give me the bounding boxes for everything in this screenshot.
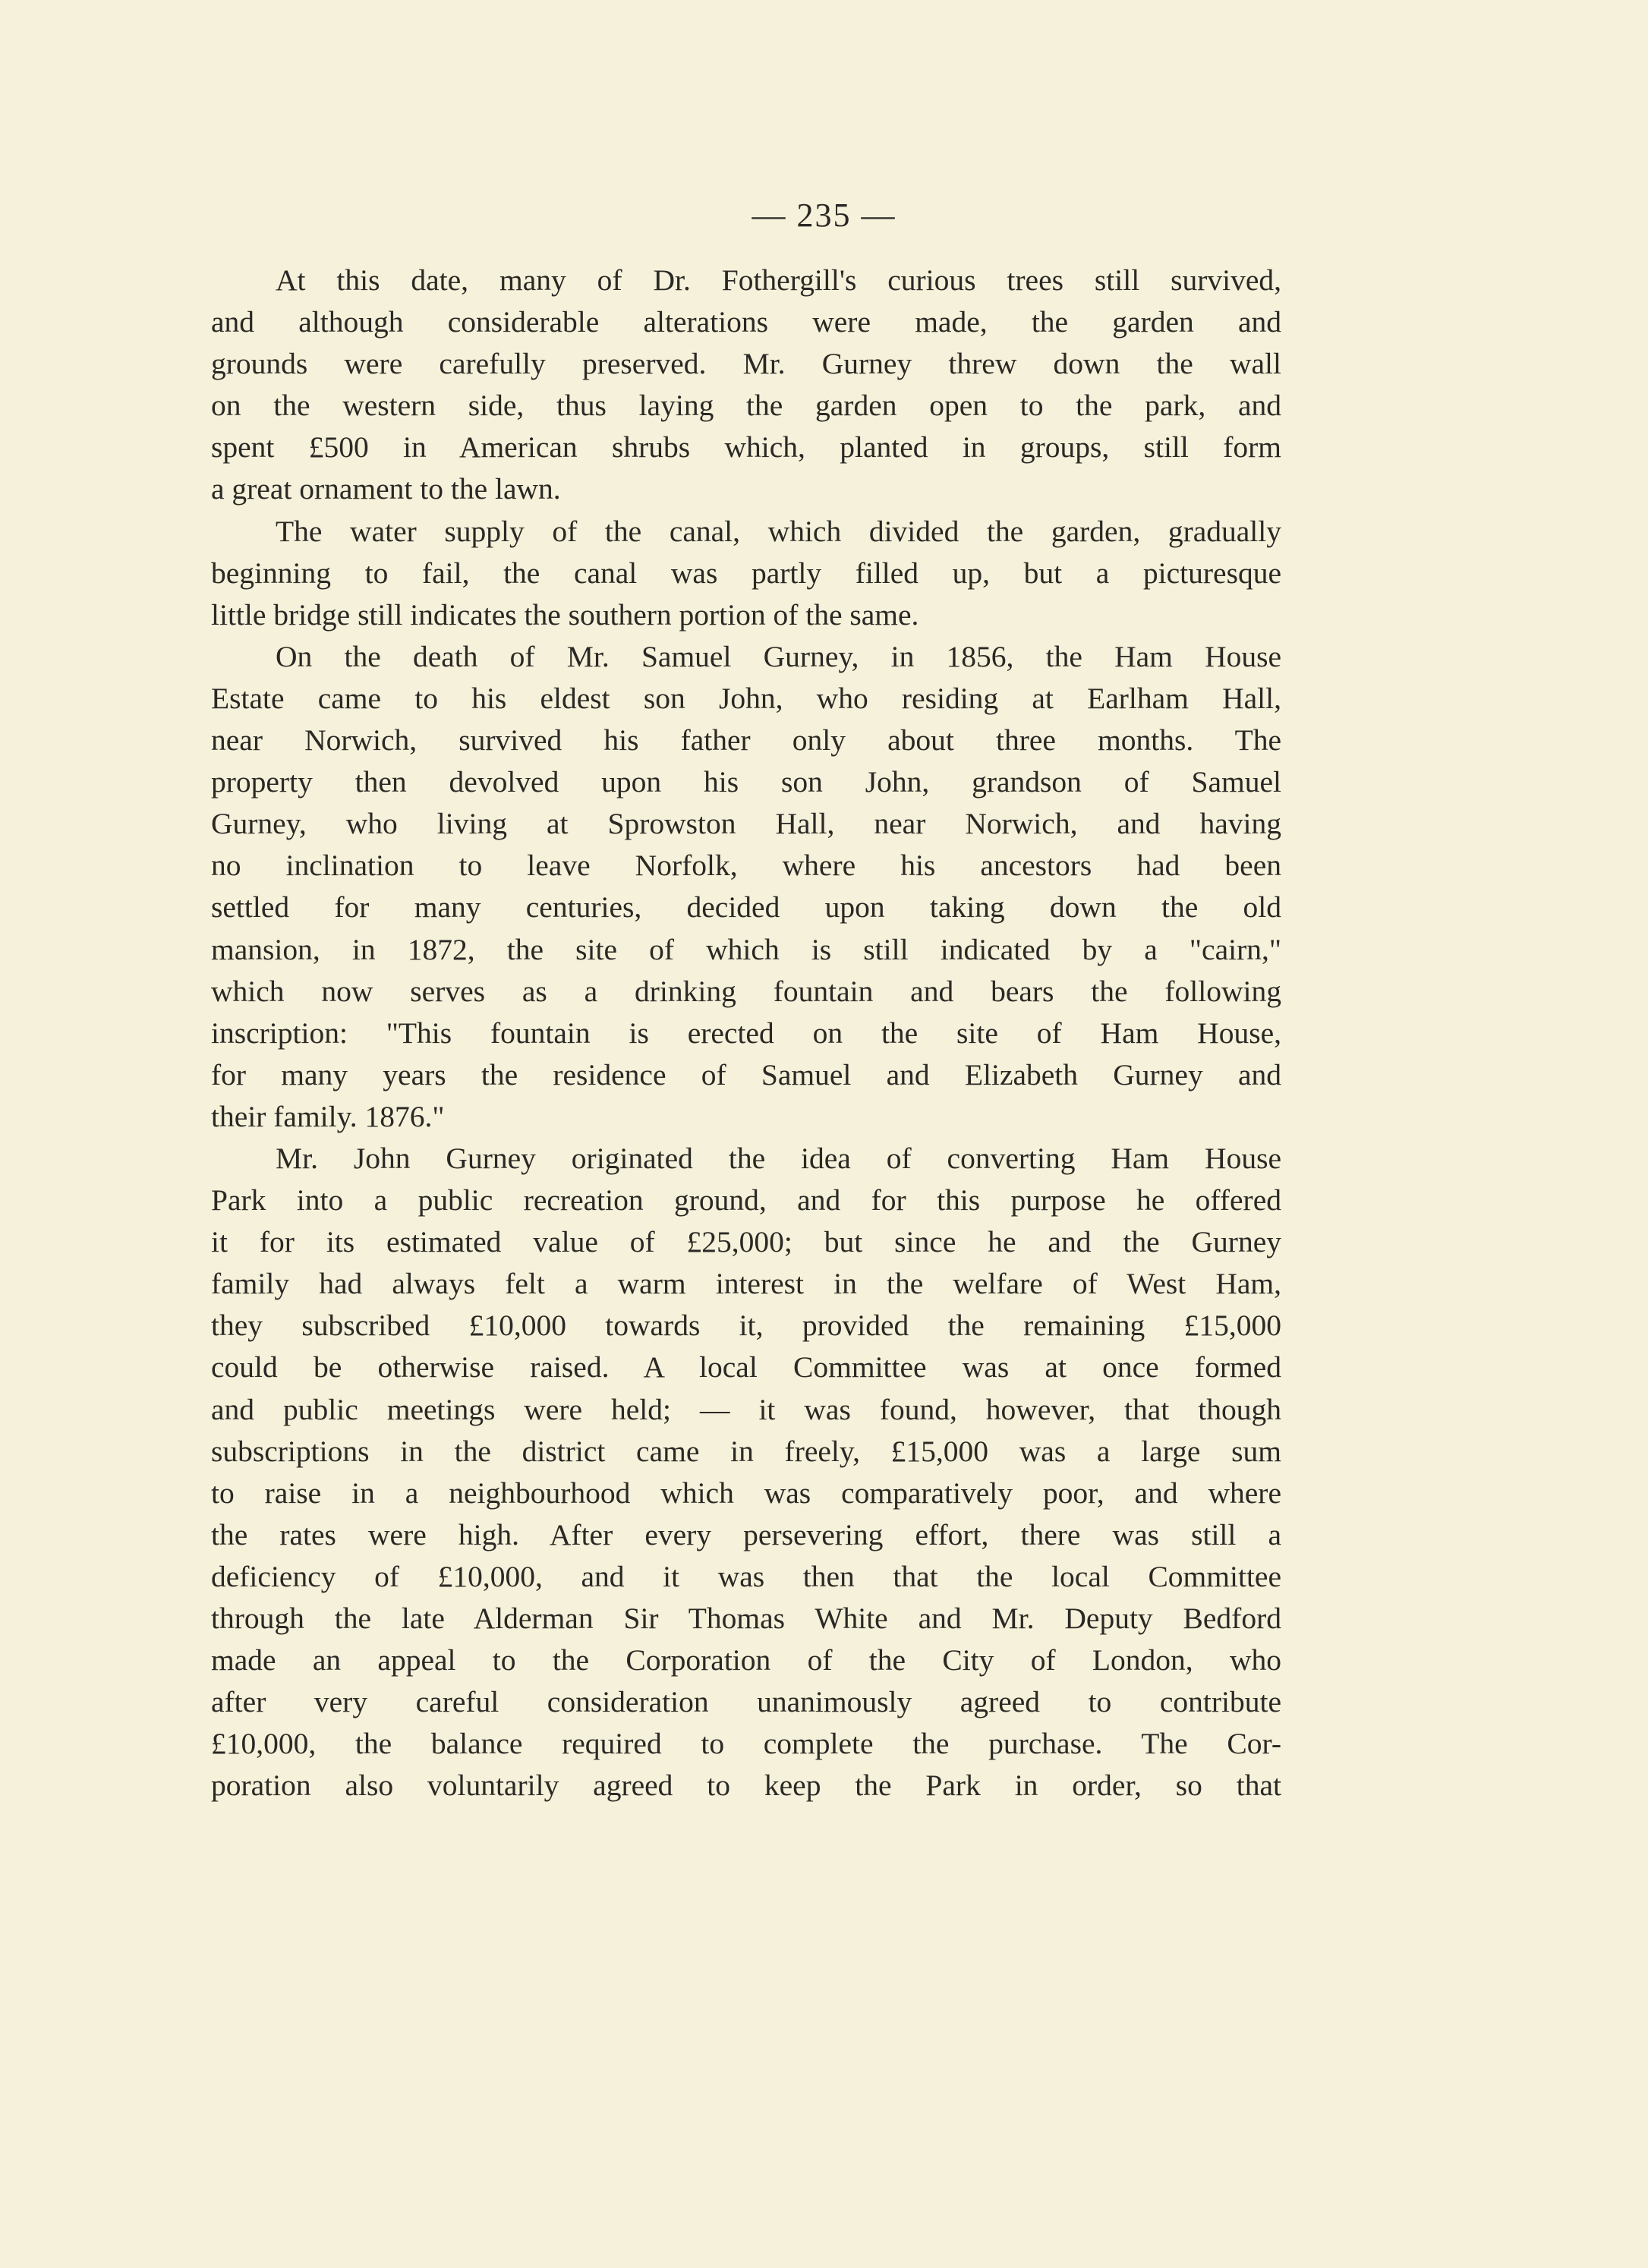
text-line: Mr. John Gurney originated the idea of converting Ham House [276,1141,1281,1175]
text-line: they subscribed £10,000 towards it, provided the remaining £15,000 [211,1309,1281,1343]
text-line: Park into a public recreation ground, and for this purpose he offered [211,1183,1281,1217]
paragraph [211,1138,1281,1807]
text-line: and public meetings were held; — it was found, however, that though [211,1392,1281,1426]
text-line: subscriptions in the district came in freely, £15,000 was a large sum [211,1434,1281,1468]
paragraph [211,636,1281,1138]
text-line: could be otherwise raised. A local Committee was at once formed [211,1350,1281,1384]
text-line: spent £500 in American shrubs which, planted in groups, still form [211,430,1281,465]
text-line: Gurney, who living at Sprowston Hall, near Norwich, and having [211,807,1281,841]
text-line: to raise in a neighbourhood which was comparatively poor, and where [211,1476,1281,1510]
text-line: for many years the residence of Samuel and Elizabeth Gurney and [211,1057,1281,1091]
text-line: their family. 1876." [211,1099,445,1133]
text-line: Estate came to his eldest son John, who residing at Earlham Hall, [211,681,1281,715]
paragraph [211,511,1281,636]
text-line: £10,000, the balance required to complete the purchase. The Cor- [211,1727,1281,1761]
paragraph [211,260,1281,511]
text-line: little bridge still indicates the southern portion of the same. [211,597,919,632]
text-line: after very careful consideration unanimously agreed to contribute [211,1685,1281,1719]
text-line: poration also voluntarily agreed to keep the Park in order, so that [211,1769,1281,1803]
text-line: through the late Alderman Sir Thomas White and Mr. Deputy Bedford [211,1602,1281,1635]
text-line: and although considerable alterations were made, the garden and [211,305,1281,339]
text-line: on the western side, thus laying the garden open to the park, and [211,389,1281,423]
text-line: made an appeal to the Corporation of the City of London, who [211,1643,1281,1677]
text-line: a great ornament to the lawn. [211,472,561,506]
text-line: deficiency of £10,000, and it was then that the local Committee [211,1559,1281,1593]
text-line: it for its estimated value of £25,000; but since he and the Gurney [211,1225,1281,1259]
body-text [211,260,1281,1807]
text-line: At this date, many of Dr. Fothergill's curious trees still survived, [276,263,1281,297]
text-line: property then devolved upon his son John, grandson of Samuel [211,765,1281,799]
text-line: On the death of Mr. Samuel Gurney, in 1856, the Ham House [276,639,1281,673]
text-line: mansion, in 1872, the site of which is still indicated by a "cairn," [211,932,1281,966]
text-line: inscription: "This fountain is erected on the site of Ham House, [211,1016,1281,1050]
text-line: grounds were carefully preserved. Mr. Gurney threw down the wall [211,347,1281,381]
text-line: near Norwich, survived his father only about three months. The [211,723,1281,758]
text-line: no inclination to leave Norfolk, where his ancestors had been [211,849,1281,883]
text-line: settled for many centuries, decided upon taking down the old [211,890,1281,925]
page-number: — 235 — [752,197,896,234]
text-line: the rates were high. After every persevering effort, there was still a [211,1517,1281,1551]
text-line: which now serves as a drinking fountain and bears the following [211,974,1281,1008]
text-line: The water supply of the canal, which divided the garden, gradually [276,514,1281,548]
text-line: beginning to fail, the canal was partly filled up, but a picturesque [211,556,1281,590]
text-line: family had always felt a warm interest in the welfare of West Ham, [211,1267,1281,1301]
